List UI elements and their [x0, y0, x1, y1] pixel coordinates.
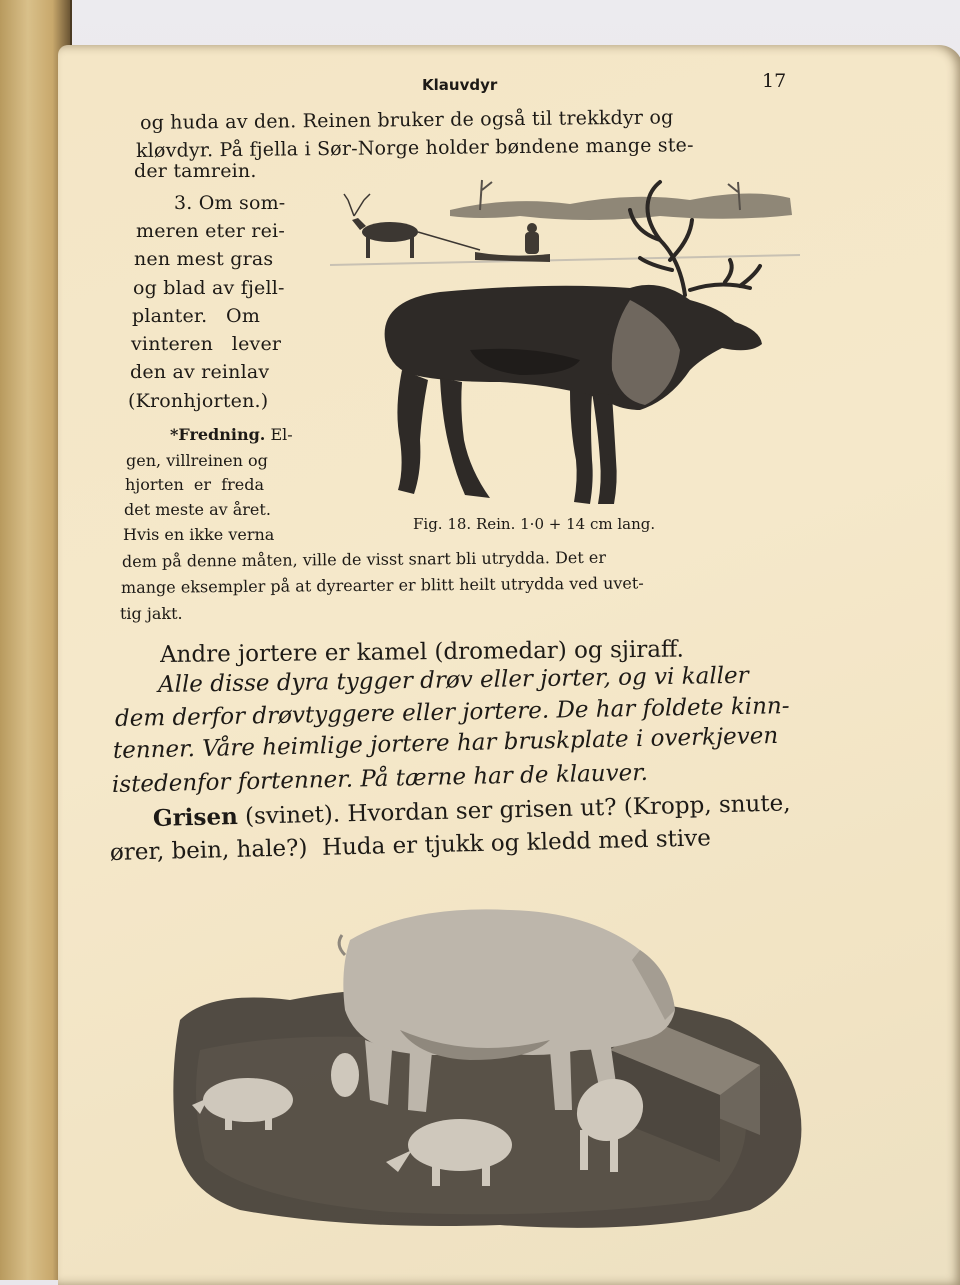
note-continued-line-3: tig jakt. [120, 604, 183, 623]
note-line-3: hjorten er freda [125, 475, 265, 494]
grisen-line-1-rest: (svinet). Hvordan ser grisen ut? (Kropp, snute, [237, 790, 791, 830]
note-line-2: gen, villreinen og [126, 451, 268, 470]
main-italic-line-2: dem derfor drøvtyggere eller jortere. De har foldete kinn- [114, 693, 790, 732]
top-paragraph-line-2: kløvdyr. På fjella i Sør-Norge holder bøndene mange ste- [135, 134, 694, 162]
reindeer-illustration [330, 170, 805, 515]
page-number: 17 [762, 70, 787, 92]
note-line-1 [170, 425, 293, 444]
note-heading: *Fredning. [170, 425, 266, 444]
section3-line-8: (Kronhjorten.) [128, 390, 269, 412]
section3-line-1: 3. Om som- [174, 192, 286, 214]
grisen-line-2: ører, bein, hale?) Huda er tjukk og kledd med stive [109, 825, 712, 866]
grisen-heading: Grisen [152, 802, 239, 832]
note-continued-line-1: dem på denne måten, ville de visst snart bli utrydda. Det er [121, 547, 607, 571]
top-paragraph-line-1: og huda av den. Reinen bruker de også til trekkdyr og [139, 106, 674, 134]
note-line-4: det meste av året. [124, 500, 271, 519]
note-line-1-rest: El- [270, 425, 293, 444]
section3-line-3: nen mest gras [134, 248, 274, 270]
figure-18-caption: Fig. 18. Rein. 1·0 + 14 cm lang. [413, 515, 656, 533]
note-continued-line-2: mange eksempler på at dyrearter er blitt heilt utrydda ved uvet- [120, 573, 644, 597]
section3-line-6: vinteren lever [131, 333, 282, 355]
main-line-1: Andre jortere er kamel (dromedar) og sjiraff. [159, 636, 684, 668]
section3-line-7: den av reinlav [130, 361, 270, 383]
running-head: Klauvdyr [422, 76, 498, 94]
sow-and-piglets-illustration [170, 900, 810, 1240]
section3-line-4: og blad av fjell- [133, 277, 285, 299]
note-line-5: Hvis en ikke verna [123, 525, 275, 544]
section3-line-2: meren eter rei- [136, 220, 285, 242]
main-italic-line-4: istedenfor fortenner. På tærne har de klauver. [111, 759, 649, 798]
section3-line-5: planter. Om [132, 305, 261, 327]
top-paragraph-line-3: der tamrein. [134, 160, 257, 182]
main-italic-line-3: tenner. Våre heimlige jortere har bruskplate i overkjeven [112, 722, 779, 764]
main-italic-line-1: Alle disse dyra tygger drøv eller jorter, og vi kaller [157, 662, 749, 698]
